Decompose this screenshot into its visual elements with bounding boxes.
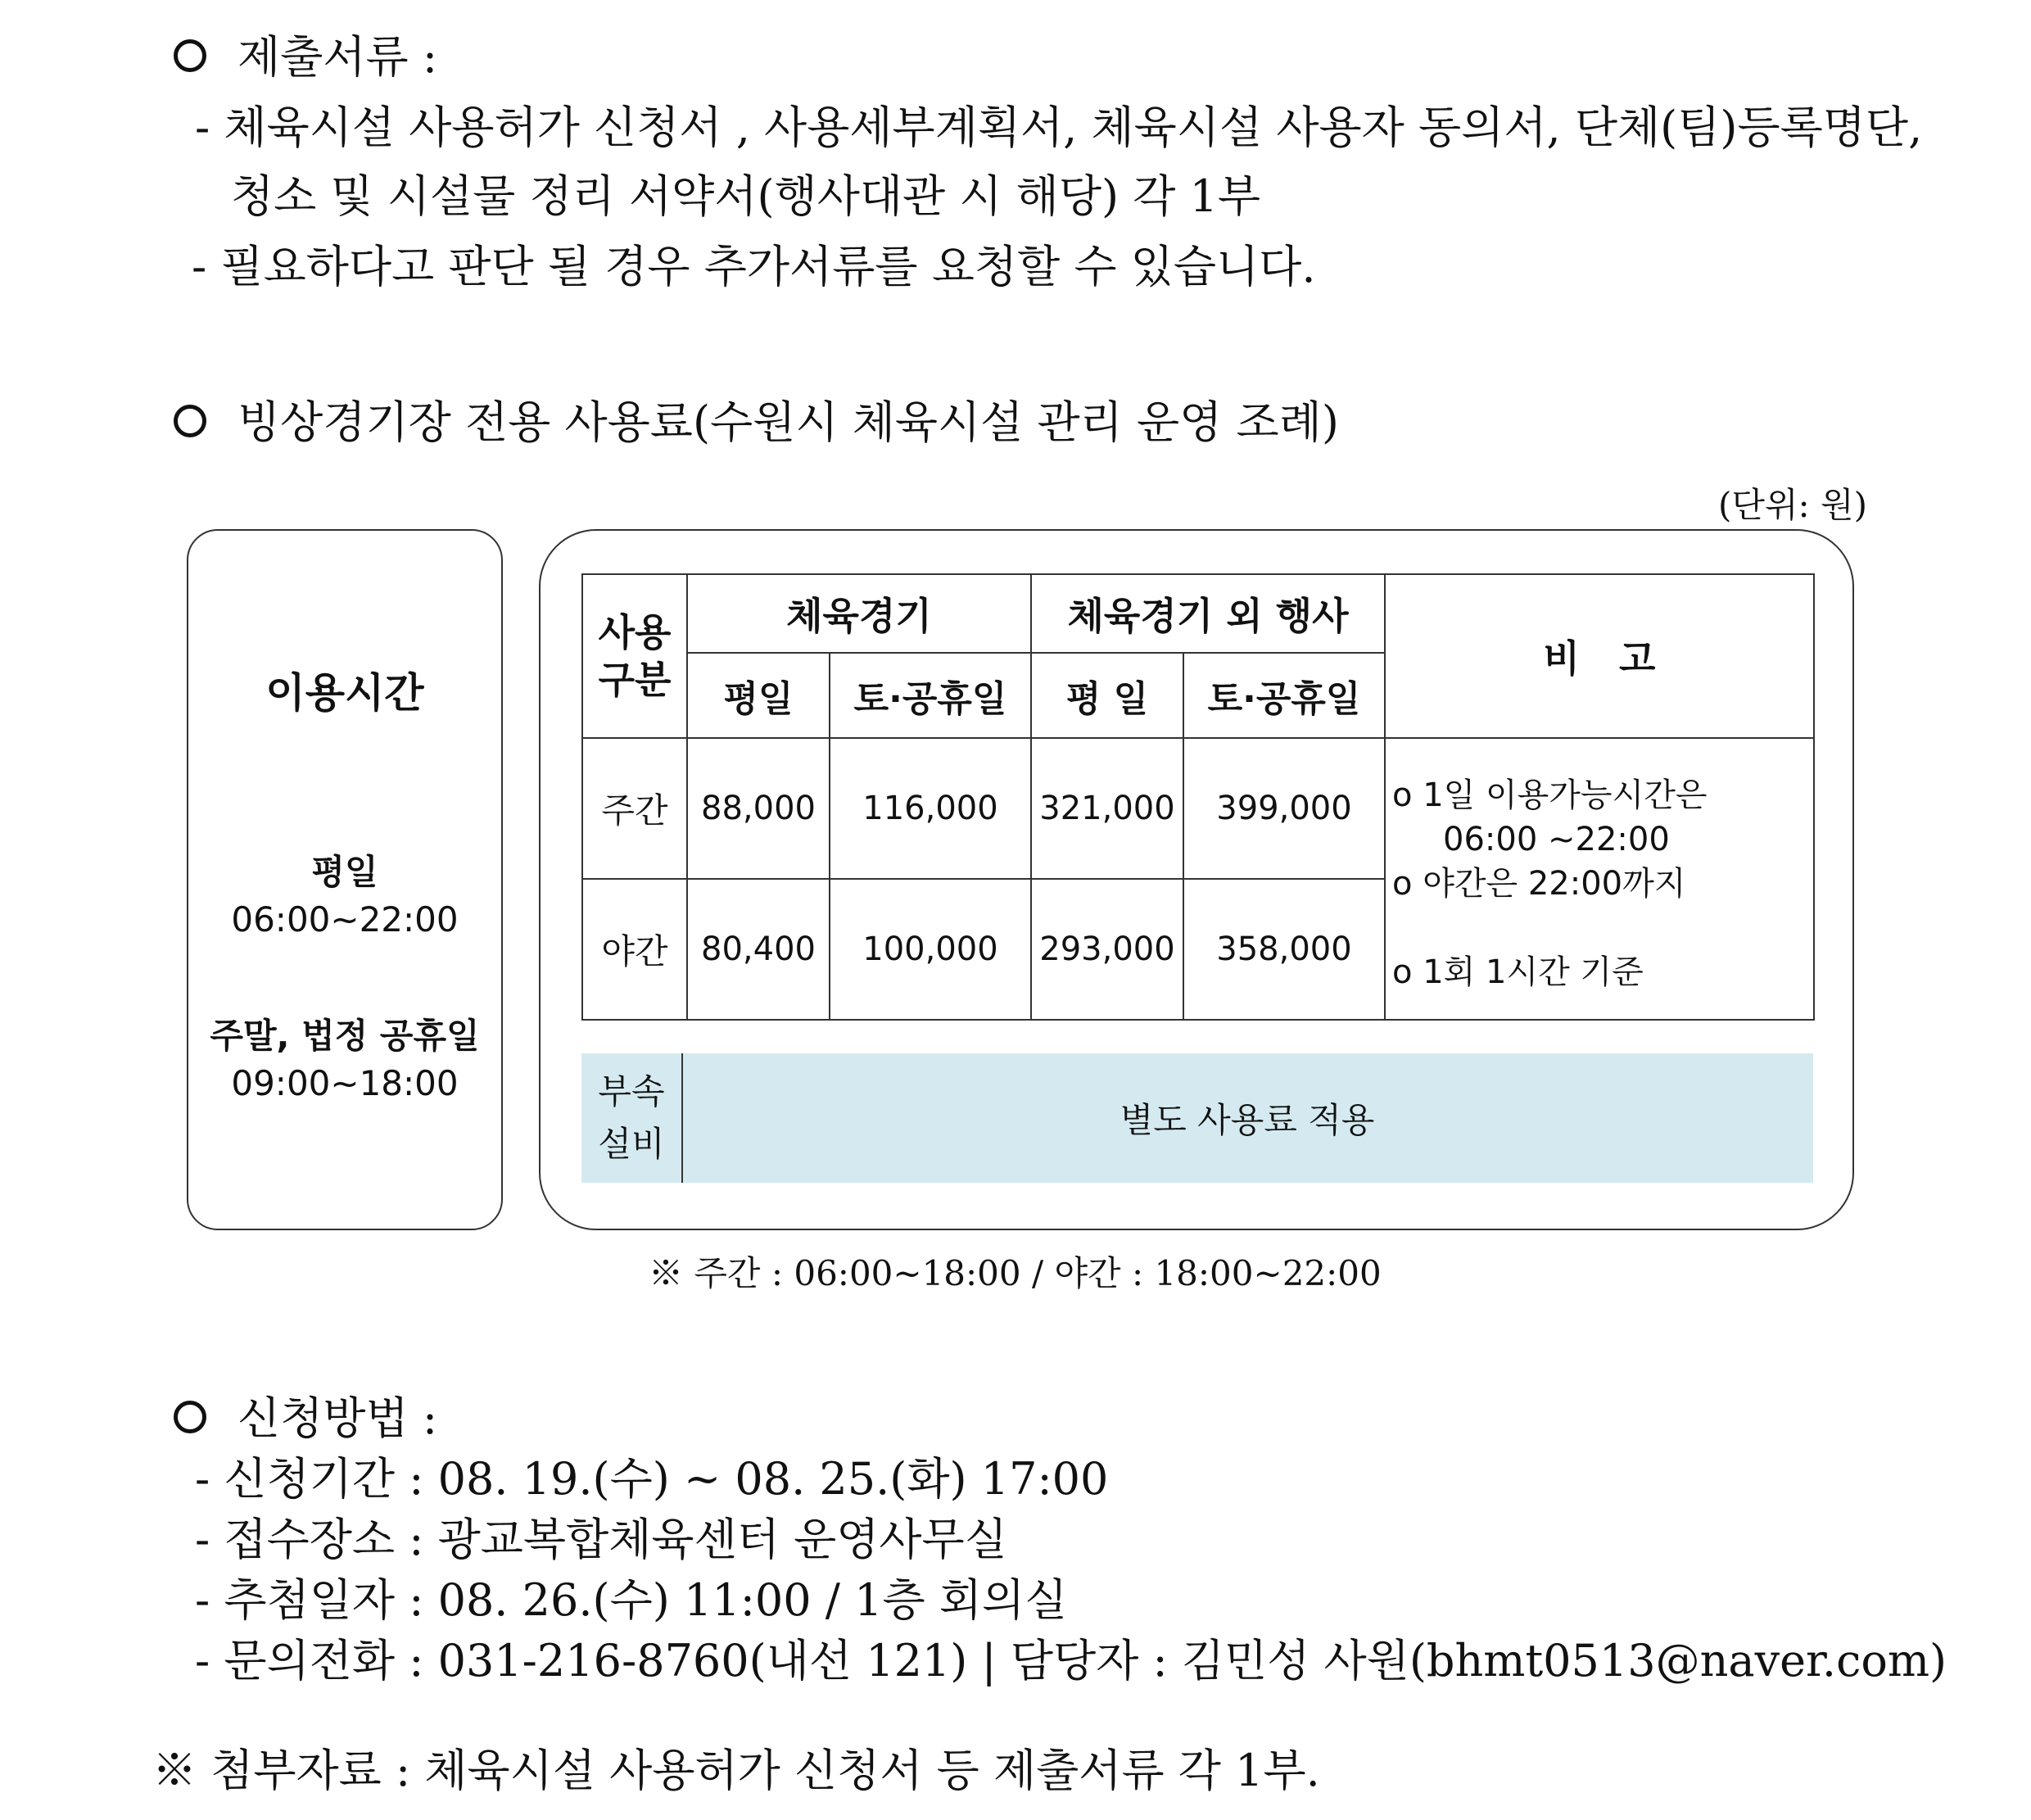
annex-facilities-row bbox=[581, 1053, 1813, 1183]
col-remarks: 비 고 bbox=[1385, 574, 1814, 738]
usage-time-box bbox=[187, 529, 503, 1230]
apply-place: - 접수장소 : 광교복합체육센터 운영사무실 bbox=[195, 1514, 1007, 1565]
submit-line-1: - 체육시설 사용허가 신청서 , 사용세부계획서, 체육시설 사용자 동의서, 단체(팀)등록명단, bbox=[195, 102, 1923, 153]
row-label-night: 야간 bbox=[582, 879, 687, 1020]
weekday-label: 평일 bbox=[311, 852, 378, 892]
annex-value: 별도 사용료 적용 bbox=[1120, 1100, 1375, 1140]
sub-holiday-events: 토·공휴일 bbox=[1183, 653, 1385, 738]
apply-contact: - 문의전화 : 031-216-8760(내선 121) | 담당자 : 김민성 사원(bhmt0513@naver.com) bbox=[195, 1635, 1947, 1686]
submit-line-2: 청소 및 시설물 정리 서약서(행사대관 시 해당) 각 1부 bbox=[231, 170, 1261, 222]
note-line: o 야간은 22:00까지 bbox=[1392, 865, 1686, 903]
col-usage-type: 사용 구분 bbox=[582, 574, 687, 738]
table-cell: 88,000 bbox=[687, 738, 830, 879]
sub-holiday: 토·공휴일 bbox=[830, 653, 1031, 738]
fee-table bbox=[581, 573, 1815, 1021]
table-cell: 80,400 bbox=[687, 879, 830, 1020]
attachment-note: ※ 첨부자료 : 체육시설 사용허가 신청서 등 제출서류 각 1부. bbox=[152, 1745, 1320, 1796]
usage-time-title: 이용시간 bbox=[265, 669, 424, 717]
apply-heading: 신청방법 : bbox=[174, 1392, 437, 1445]
table-cell: 399,000 bbox=[1183, 738, 1385, 879]
table-cell: 321,000 bbox=[1031, 738, 1183, 879]
remarks-notes bbox=[1385, 738, 1814, 1020]
weekend-hours: 09:00~18:00 bbox=[231, 1063, 459, 1103]
table-cell: 293,000 bbox=[1031, 879, 1183, 1020]
submit-heading: 제출서류 : bbox=[174, 31, 437, 84]
note-line: o 1일 이용가능시간은 bbox=[1392, 776, 1708, 814]
col-sports-games: 체육경기 bbox=[687, 574, 1031, 653]
note-line: 06:00 ~22:00 bbox=[1443, 821, 1670, 858]
table-cell: 358,000 bbox=[1183, 879, 1385, 1020]
apply-period: - 신청기간 : 08. 19.(수) ~ 08. 25.(화) 17:00 bbox=[195, 1453, 1109, 1505]
submit-line-3: - 필요하다고 판단 될 경우 추가서류를 요청할 수 있습니다. bbox=[192, 241, 1316, 292]
table-cell: 100,000 bbox=[830, 879, 1031, 1020]
note-line: o 1회 1시간 기준 bbox=[1392, 953, 1644, 991]
circle-bullet-icon bbox=[174, 405, 206, 437]
row-label-day: 주간 bbox=[582, 738, 687, 879]
time-footnote: ※ 주간 : 06:00~18:00 / 야간 : 18:00~22:00 bbox=[649, 1253, 1382, 1293]
apply-draw: - 추첨일자 : 08. 26.(수) 11:00 / 1층 회의실 bbox=[195, 1574, 1068, 1626]
fee-heading: 빙상경기장 전용 사용료(수원시 체육시설 관리 운영 조례) bbox=[174, 396, 1339, 449]
sub-weekday-events: 평 일 bbox=[1031, 653, 1183, 738]
weekend-label: 주말, 법정 공휴일 bbox=[210, 1016, 480, 1056]
weekday-hours: 06:00~22:00 bbox=[231, 899, 459, 939]
annex-label: 부속 설비 bbox=[581, 1053, 683, 1183]
circle-bullet-icon bbox=[174, 1401, 206, 1433]
col-other-events: 체육경기 외 행사 bbox=[1031, 574, 1385, 653]
table-cell: 116,000 bbox=[830, 738, 1031, 879]
table-row bbox=[582, 738, 1814, 879]
circle-bullet-icon bbox=[174, 39, 206, 72]
unit-label: (단위: 원) bbox=[1718, 485, 1867, 525]
sub-weekday: 평일 bbox=[687, 653, 830, 738]
